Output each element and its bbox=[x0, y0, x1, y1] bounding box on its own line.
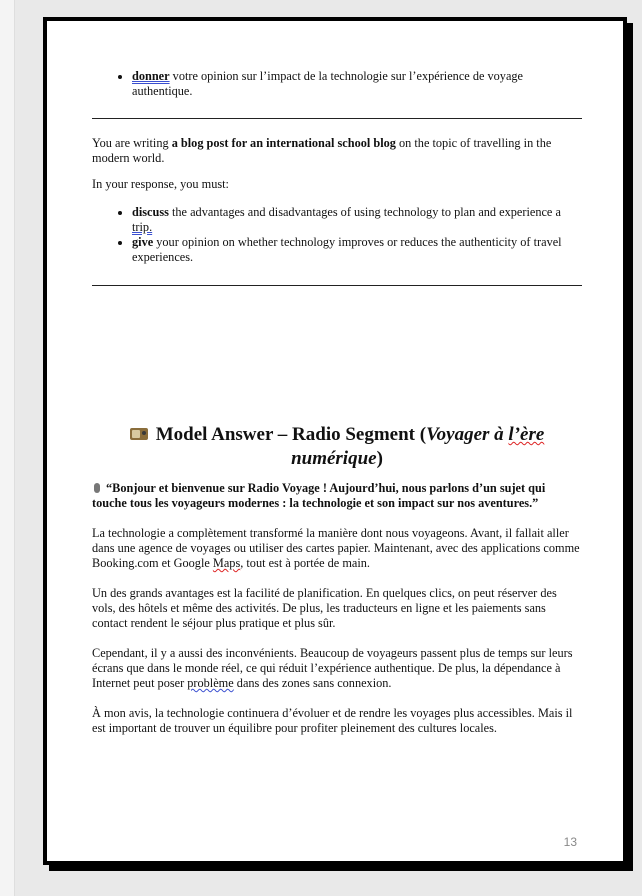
task-intro bbox=[92, 136, 582, 166]
bullet-text: your opinion on whether technology improves or reduces the authenticity of travel experiences. bbox=[132, 235, 562, 264]
bullet-tail: trip. bbox=[132, 220, 153, 234]
title-text: Model Answer – Radio Segment ( bbox=[155, 424, 427, 445]
paragraph-text-end: , tout est à portée de main. bbox=[240, 556, 370, 570]
list-item bbox=[132, 205, 582, 235]
divider bbox=[92, 285, 582, 286]
sidebar-strip bbox=[0, 0, 15, 896]
page-content bbox=[92, 66, 582, 736]
paragraph bbox=[92, 526, 582, 571]
list-item bbox=[132, 69, 582, 99]
paragraph-text-end: dans des zones sans connexion. bbox=[233, 676, 392, 690]
flagged-word: Maps bbox=[212, 556, 241, 570]
microphone-icon bbox=[94, 483, 100, 493]
radio-icon bbox=[130, 428, 148, 440]
top-bullet-list bbox=[92, 69, 582, 99]
task-intro-text: You are writing bbox=[92, 136, 172, 150]
bullet-bold: donner bbox=[132, 69, 170, 83]
task-bullet-list bbox=[92, 205, 582, 265]
paragraph: À mon avis, la technologie continuera d’évoluer et de rendre les voyages plus accessibles. Mais il est important de trouver un équilibre pour profiter pleinement des cultures locales. bbox=[92, 706, 573, 735]
paragraph-text: Cependant, il y a aussi des inconvénients. Beaucoup de voyageurs passent plus de temps sur leurs écrans que dans le monde réel, ce qui réduit l’expérience authentique. De plus, la dépendance à Internet peut poser bbox=[92, 646, 573, 690]
title-italic-flagged: l’ère bbox=[508, 424, 545, 445]
paragraph: Un des grands avantages est la facilité de planification. En quelques clics, on peut réserver des vols, des hôtels et même des activités. De plus, les traducteurs en ligne et les paiements sans contact rendent le séjour plus pratique et plus sûr. bbox=[92, 586, 557, 630]
divider bbox=[92, 118, 582, 119]
list-item bbox=[132, 235, 582, 265]
flagged-word: problème bbox=[187, 676, 234, 690]
bullet-bold: discuss bbox=[132, 205, 169, 219]
model-answer-title bbox=[92, 423, 582, 471]
paragraph-text: La technologie a complètement transformé la manière dont nous voyageons. Avant, il fallait aller dans une agence de voyages ou utiliser des cartes papier. Maintenant, avec des applications comme Booking.com et Google bbox=[92, 526, 580, 570]
page-number: 13 bbox=[563, 835, 577, 849]
bullet-bold: give bbox=[132, 235, 154, 249]
title-italic-end: numérique bbox=[291, 448, 377, 469]
bullet-text: the advantages and disadvantages of using technology to plan and experience a bbox=[168, 205, 561, 219]
task-intro-text-end: on the topic of travelling in the modern world. bbox=[92, 136, 552, 165]
greeting-paragraph bbox=[92, 481, 582, 511]
task-intro-bold: a blog post for an international school blog bbox=[171, 136, 396, 150]
response-line: In your response, you must: bbox=[92, 177, 229, 191]
document-page bbox=[43, 17, 627, 865]
title-italic: Voyager à bbox=[426, 424, 509, 445]
greeting-text: “Bonjour et bienvenue sur Radio Voyage ! Aujourd’hui, nous parlons d’un sujet qui touche tous les voyageurs modernes : la technologie et son impact sur nos aventures.” bbox=[92, 481, 546, 510]
title-suffix: ) bbox=[376, 448, 383, 469]
bullet-text: votre opinion sur l’impact de la technologie sur l’expérience de voyage authentique. bbox=[132, 69, 524, 98]
paragraph bbox=[92, 646, 582, 691]
